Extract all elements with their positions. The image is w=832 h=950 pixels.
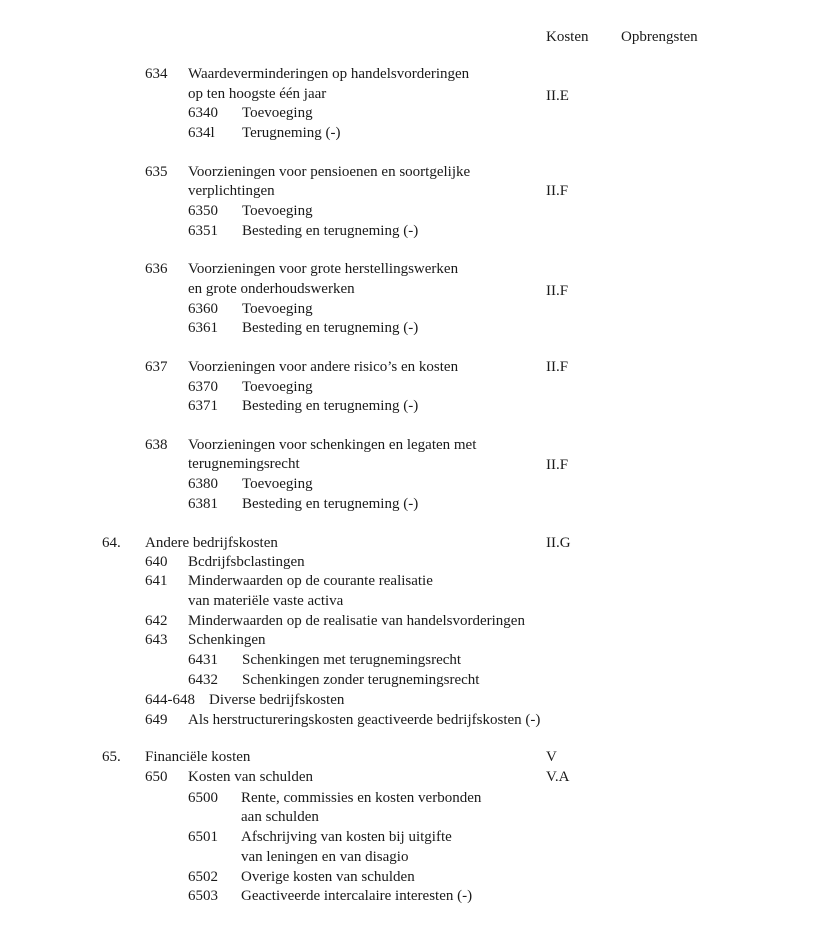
- sub-account-code: 6431: [188, 652, 218, 668]
- sub-account-label: Toevoeging: [242, 379, 313, 395]
- kosten-ref: V.A: [546, 769, 570, 785]
- sub-account-label: Toevoeging: [242, 301, 313, 317]
- kosten-ref: V: [546, 749, 557, 765]
- account-code: 644-648: [145, 692, 195, 708]
- sub-account-label: Schenkingen met terugnemingsrecht: [242, 652, 462, 668]
- sub-account-code: 634l: [188, 125, 215, 141]
- account-label-cont: en grote onderhoudswerken: [188, 281, 355, 297]
- account-code: 650: [145, 769, 168, 785]
- sub-account-code: 6340: [188, 105, 218, 121]
- group-label: Financiële kosten: [145, 749, 251, 765]
- sub-account-code: 6350: [188, 203, 218, 219]
- sub-account-label: Besteding en terugneming (-): [242, 398, 419, 414]
- account-label-cont: verplichtingen: [188, 183, 275, 199]
- sub-account-label: Terugneming (-): [242, 125, 341, 141]
- sub-account-label: Toevoeging: [242, 105, 313, 121]
- sub-account-code: 6380: [188, 476, 218, 492]
- sub-account-label: Geactiveerde intercalaire interesten (-): [241, 888, 473, 904]
- group-code: 65.: [102, 749, 121, 765]
- account-label-cont: terugnemingsrecht: [188, 456, 300, 472]
- sub-account-code: 6501: [188, 829, 218, 845]
- account-code: 636: [145, 261, 168, 277]
- sub-account-label: Toevoeging: [242, 203, 313, 219]
- sub-account-label: Besteding en terugneming (-): [242, 320, 419, 336]
- account-label-cont: op ten hoogste één jaar: [188, 86, 327, 102]
- sub-account-label: Besteding en terugneming (-): [242, 223, 419, 239]
- account-code: 640: [145, 554, 168, 570]
- account-label: Bcdrijfsbclastingen: [188, 554, 305, 570]
- sub-account-label: Toevoeging: [242, 476, 313, 492]
- account-code: 634: [145, 66, 168, 82]
- account-label: Schenkingen: [188, 632, 266, 648]
- kosten-ref: II.F: [546, 457, 569, 473]
- sub-account-label: Afschrijving van kosten bij uitgifte: [241, 829, 452, 845]
- sub-account-code: 6351: [188, 223, 218, 239]
- account-label: Diverse bedrijfskosten: [209, 692, 345, 708]
- kosten-ref: II.G: [546, 535, 571, 551]
- account-label: Voorzieningen voor pensioenen en soortgelijke: [188, 164, 471, 180]
- account-label-cont: van materiële vaste activa: [188, 593, 344, 609]
- account-label: Waardeverminderingen op handelsvorderingen: [188, 66, 470, 82]
- sub-account-code: 6371: [188, 398, 218, 414]
- account-label: Minderwaarden op de realisatie van handelsvorderingen: [188, 613, 525, 629]
- group-label: Andere bedrijfskosten: [145, 535, 278, 551]
- account-code: 635: [145, 164, 168, 180]
- account-code: 641: [145, 573, 168, 589]
- account-code: 643: [145, 632, 168, 648]
- account-label: Voorzieningen voor andere risico’s en kosten: [188, 359, 459, 375]
- account-code: 642: [145, 613, 168, 629]
- kosten-ref: II.F: [546, 283, 569, 299]
- kosten-ref: II.F: [546, 359, 569, 375]
- sub-account-label: Rente, commissies en kosten verbonden: [241, 790, 482, 806]
- column-header-kosten: Kosten: [546, 29, 589, 45]
- account-label: Als herstructureringskosten geactiveerde bedrijfskosten (-): [188, 712, 541, 728]
- sub-account-code: 6370: [188, 379, 218, 395]
- kosten-ref: II.E: [546, 88, 569, 104]
- kosten-ref: II.F: [546, 183, 569, 199]
- group-code: 64.: [102, 535, 121, 551]
- sub-account-code: 6432: [188, 672, 218, 688]
- account-label: Minderwaarden op de courante realisatie: [188, 573, 433, 589]
- account-code: 649: [145, 712, 168, 728]
- account-code: 638: [145, 437, 168, 453]
- account-label: Voorzieningen voor grote herstellingswerken: [188, 261, 459, 277]
- account-label: Kosten van schulden: [188, 769, 313, 785]
- sub-account-code: 6381: [188, 496, 218, 512]
- account-code: 637: [145, 359, 168, 375]
- sub-account-label: Overige kosten van schulden: [241, 869, 415, 885]
- column-header-opbrengsten: Opbrengsten: [621, 29, 698, 45]
- sub-account-label: Schenkingen zonder terugnemingsrecht: [242, 672, 480, 688]
- sub-account-code: 6361: [188, 320, 218, 336]
- sub-account-label: Besteding en terugneming (-): [242, 496, 419, 512]
- sub-account-label-cont: aan schulden: [241, 809, 319, 825]
- sub-account-label-cont: van leningen en van disagio: [241, 849, 409, 865]
- account-label: Voorzieningen voor schenkingen en legaten met: [188, 437, 477, 453]
- sub-account-code: 6360: [188, 301, 218, 317]
- sub-account-code: 6500: [188, 790, 218, 806]
- sub-account-code: 6503: [188, 888, 218, 904]
- sub-account-code: 6502: [188, 869, 218, 885]
